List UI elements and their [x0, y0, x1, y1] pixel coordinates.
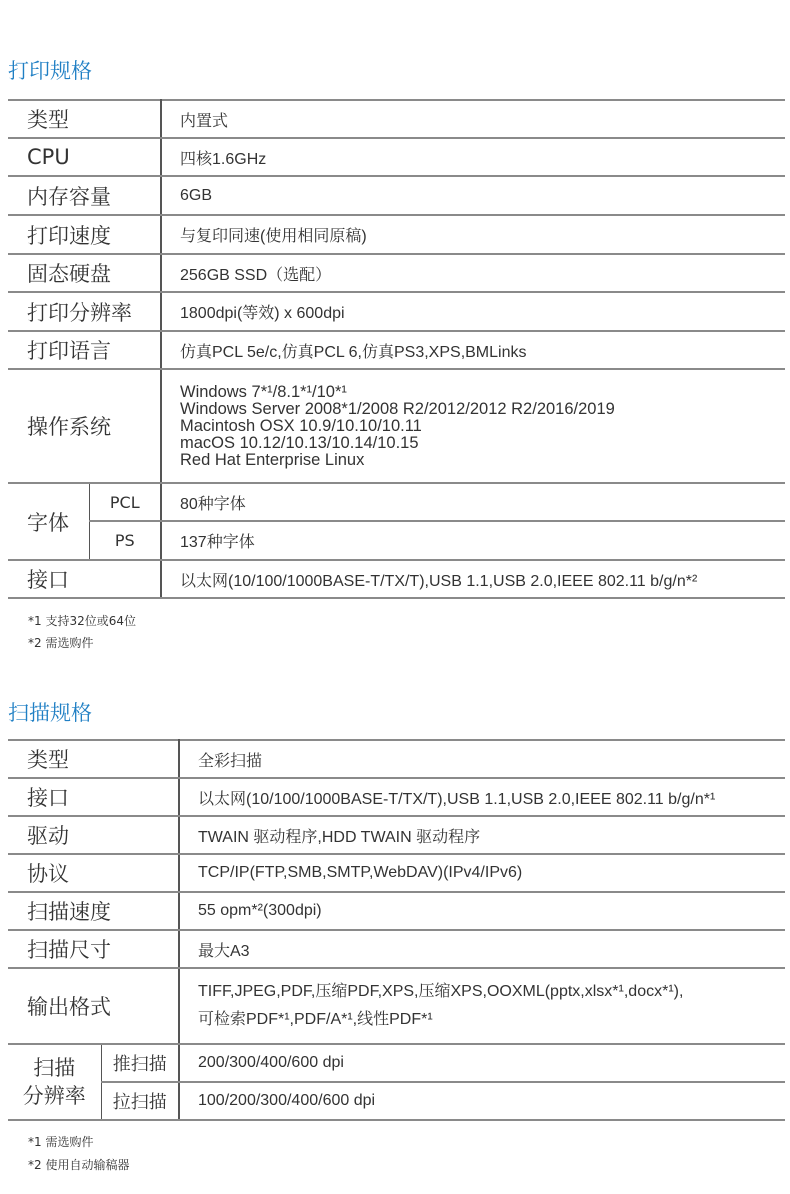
table-row	[8, 138, 785, 176]
table-row	[8, 215, 785, 254]
table-row	[8, 369, 785, 483]
table-row	[8, 254, 785, 292]
os-line: Red Hat Enterprise Linux	[180, 450, 365, 469]
footnote: *2 使用自动输稿器	[28, 1158, 130, 1172]
resolution-group-label	[8, 1044, 101, 1120]
table-row	[8, 778, 785, 816]
row-label: 接口	[8, 778, 179, 816]
sub-label: PCL	[89, 483, 161, 521]
row-value: 6GB	[161, 176, 785, 215]
row-label: 驱动	[8, 816, 179, 854]
row-label: 类型	[8, 100, 161, 138]
table-row	[8, 968, 785, 1044]
row-label: 打印速度	[8, 215, 161, 254]
row-value: 内置式	[161, 100, 785, 138]
row-label: 接口	[8, 560, 161, 598]
row-value: 最大A3	[179, 930, 785, 968]
row-value: 与复印同速(使用相同原稿)	[161, 215, 785, 254]
table-row	[8, 892, 785, 930]
table-row	[8, 521, 785, 560]
row-label: 固态硬盘	[8, 254, 161, 292]
table-row	[8, 331, 785, 369]
row-value: 100/200/300/400/600 dpi	[179, 1082, 785, 1120]
row-value: TWAIN 驱动程序,HDD TWAIN 驱动程序	[179, 816, 785, 854]
row-label: 内存容量	[8, 176, 161, 215]
table-row	[8, 292, 785, 331]
table-row	[8, 930, 785, 968]
row-value: TCP/IP(FTP,SMB,SMTP,WebDAV)(IPv4/IPv6)	[179, 854, 785, 892]
output-format-list	[179, 968, 785, 1044]
sub-label: 拉扫描	[101, 1082, 179, 1120]
row-value: 200/300/400/600 dpi	[179, 1044, 785, 1082]
table-row	[8, 483, 785, 521]
table-row	[8, 740, 785, 778]
table-row	[8, 100, 785, 138]
row-value: 55 opm*²(300dpi)	[179, 892, 785, 930]
row-label: 扫描速度	[8, 892, 179, 930]
group-label-line: 分辨率	[22, 1084, 86, 1108]
os-line: Windows 7*¹/8.1*¹/10*¹	[180, 382, 347, 401]
table-row	[8, 816, 785, 854]
os-line: macOS 10.12/10.13/10.14/10.15	[180, 433, 419, 452]
table-row	[8, 176, 785, 215]
os-line: Windows Server 2008*1/2008 R2/2012/2012 R2/2016/2019	[180, 399, 615, 418]
scan-spec-title: 扫描规格	[8, 701, 92, 725]
footnote: *2 需选购件	[28, 636, 94, 650]
row-value: 以太网(10/100/1000BASE-T/TX/T),USB 1.1,USB 2.0,IEEE 802.11 b/g/n*²	[161, 560, 785, 598]
row-label: 协议	[8, 854, 179, 892]
row-value: 256GB SSD（选配）	[161, 254, 785, 292]
table-row	[8, 854, 785, 892]
row-value: 1800dpi(等效) x 600dpi	[161, 292, 785, 331]
format-line: TIFF,JPEG,PDF,压缩PDF,XPS,压缩XPS,OOXML(pptx,xlsx*¹,docx*¹),	[198, 983, 684, 1000]
row-label: 打印语言	[8, 331, 161, 369]
row-value: 仿真PCL 5e/c,仿真PCL 6,仿真PS3,XPS,BMLinks	[161, 331, 785, 369]
row-value: 137种字体	[161, 521, 785, 560]
sub-label: 推扫描	[101, 1044, 179, 1082]
row-label: 字体	[8, 483, 89, 560]
table-row	[8, 560, 785, 598]
print-spec-title: 打印规格	[8, 59, 92, 83]
group-label-line: 扫描	[33, 1056, 76, 1080]
sub-label: PS	[89, 521, 161, 560]
format-line: 可检索PDF*¹,PDF/A*¹,线性PDF*¹	[198, 1011, 433, 1028]
table-row	[8, 1082, 785, 1120]
row-label: 扫描尺寸	[8, 930, 179, 968]
row-label: 输出格式	[8, 968, 179, 1044]
os-list	[161, 369, 785, 483]
os-line: Macintosh OSX 10.9/10.10/10.11	[180, 416, 422, 435]
table-row	[8, 1044, 785, 1082]
row-label: 操作系统	[8, 369, 161, 483]
footnote: *1 需选购件	[28, 1135, 94, 1149]
print-spec-table	[8, 99, 785, 599]
row-value: 四核1.6GHz	[161, 138, 785, 176]
row-value: 全彩扫描	[179, 740, 785, 778]
row-label: 打印分辨率	[8, 292, 161, 331]
row-label: CPU	[8, 138, 161, 176]
row-value: 80种字体	[161, 483, 785, 521]
row-value: 以太网(10/100/1000BASE-T/TX/T),USB 1.1,USB 2.0,IEEE 802.11 b/g/n*¹	[179, 778, 785, 816]
scan-spec-table	[8, 739, 785, 1121]
row-label: 类型	[8, 740, 179, 778]
footnote: *1 支持32位或64位	[28, 614, 136, 628]
